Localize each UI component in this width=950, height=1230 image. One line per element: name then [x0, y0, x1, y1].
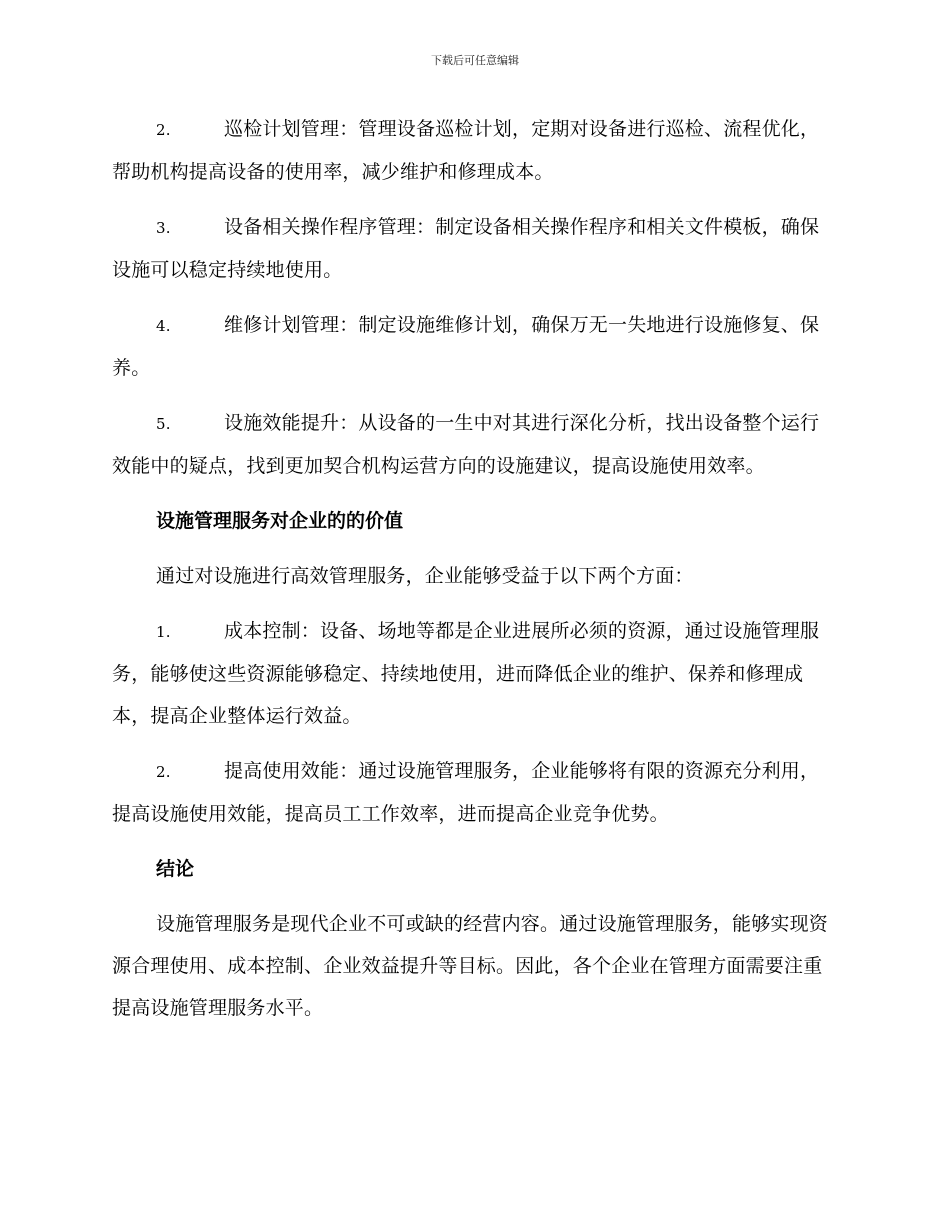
list-number: 3.: [156, 219, 171, 237]
list-item: [112, 402, 832, 487]
list-item: [112, 206, 832, 291]
list-text: 设施效能提升：从设备的一生中对其进行深化分析，找出设备整个运行效能中的疑点，找到更加契合机构运营方向的设施建议，提高设施使用效率。: [112, 412, 820, 477]
list-number: 4.: [156, 317, 171, 335]
list-text: 提高使用效能：通过设施管理服务，企业能够将有限的资源充分利用，提高设施使用效能，提高员工工作效率，进而提高企业竞争优势。: [112, 760, 820, 825]
list-item: [112, 750, 832, 835]
list-number: 5.: [156, 415, 171, 433]
section-intro: 通过对设施进行高效管理服务，企业能够受益于以下两个方面：: [156, 565, 694, 587]
list-text: 成本控制：设备、场地等都是企业进展所必须的资源，通过设施管理服务，能够使这些资源能够稳定、持续地使用，进而降低企业的维护、保养和修理成本，提高企业整体运行效益。: [112, 620, 820, 727]
list-text: 巡检计划管理：管理设备巡检计划，定期对设备进行巡检、流程优化，帮助机构提高设备的使用率，减少维护和修理成本。: [112, 118, 820, 183]
list-text: 维修计划管理：制定设施维修计划，确保万无一失地进行设施修复、保养。: [112, 314, 820, 379]
list-number: 2.: [156, 763, 171, 781]
conclusion-paragraph: 设施管理服务是现代企业不可或缺的经营内容。通过设施管理服务，能够实现资源合理使用、成本控制、企业效益提升等目标。因此，各个企业在管理方面需要注重提高设施管理服务水平。: [112, 913, 829, 1019]
section-heading-conclusion: 结论: [156, 858, 195, 880]
list-item: [112, 108, 832, 193]
list-item: [112, 610, 832, 737]
list-item: [112, 304, 832, 389]
document-body: [112, 108, 832, 1042]
list-number: 1.: [156, 623, 171, 641]
list-text: 设备相关操作程序管理：制定设备相关操作程序和相关文件模板，确保设施可以稳定持续地使用。: [112, 216, 820, 281]
list-number: 2.: [156, 121, 171, 139]
section-heading-value: 设施管理服务对企业的的价值: [156, 510, 404, 532]
page-header: 下载后可任意编辑: [431, 54, 519, 67]
